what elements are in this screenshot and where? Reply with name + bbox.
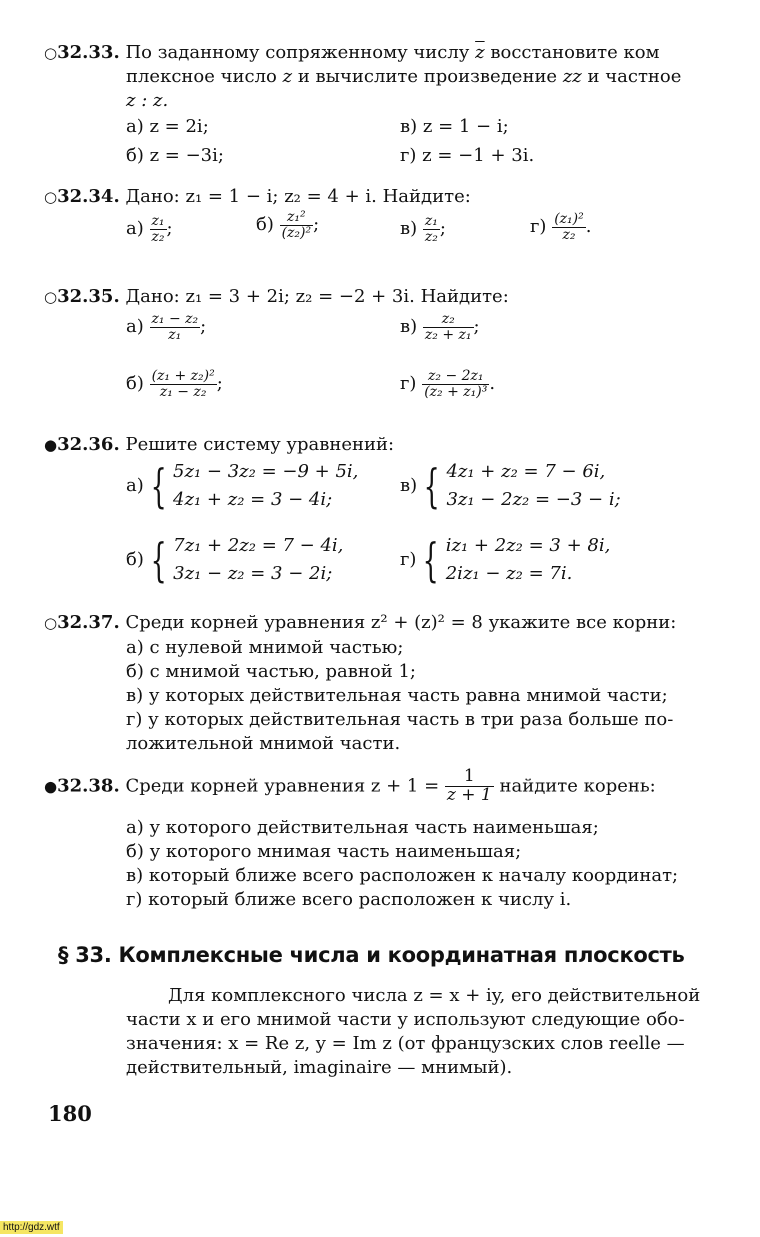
- label: в): [400, 474, 418, 496]
- denominator: z₁: [168, 326, 182, 343]
- fraction: [150, 369, 217, 399]
- item-g: г) $\frac{\text{z₂ − 2z₁}}{\text{(z₂ + z₁)³}}$ .: [400, 368, 496, 400]
- item-v: в) z = 1 − i;: [400, 116, 509, 137]
- numerator: z₂: [423, 312, 474, 328]
- denominator: z₂: [151, 228, 165, 245]
- text: плексное число: [126, 66, 277, 87]
- page-number: 180: [48, 1101, 92, 1126]
- problem-text: восстановите ком: [490, 42, 660, 63]
- denominator: z₂ + z₁: [424, 326, 472, 343]
- problem-32-36-header: [44, 434, 394, 455]
- denominator: (z₂ + z₁)³: [424, 383, 488, 400]
- item-a: а) $\frac{\text{z₁ − z₂}}{\text{z₁}}$ ;: [126, 311, 207, 343]
- label: а): [126, 474, 144, 496]
- item-b: б) z = −3i;: [126, 145, 224, 166]
- problem-32-34-header: [44, 186, 471, 207]
- denominator: (z₂)²: [281, 224, 312, 241]
- item-v: в) который ближе всего расположен к началу координат;: [126, 865, 679, 886]
- label: б): [126, 548, 144, 570]
- equations: [173, 458, 358, 514]
- system-b: [126, 532, 343, 588]
- label: г): [530, 216, 547, 238]
- system-g: [400, 532, 610, 588]
- problem-number: 32.35.: [57, 286, 120, 307]
- problem-32-33-header: [44, 42, 660, 63]
- item-v: в) $\frac{\text{z₂}}{\text{z₂ + z₁}}$ ;: [400, 311, 480, 343]
- equation: 4z₁ + z₂ = 3 − 4i;: [173, 488, 333, 510]
- denominator: z₂: [424, 228, 438, 245]
- denominator: z₂: [562, 226, 576, 243]
- item-g-continued: ложительной мнимой части.: [126, 733, 401, 754]
- numerator: z₁: [151, 213, 165, 229]
- numerator: 1: [445, 768, 494, 787]
- fraction: [423, 214, 440, 244]
- problem-32-37-header: [44, 612, 676, 633]
- item-v: в) у которых действительная часть равна мнимой части;: [126, 685, 668, 706]
- z: z: [282, 66, 293, 87]
- difficulty-marker: ●: [44, 777, 58, 796]
- equation: 4z₁ + z₂ = 7 − 6i,: [446, 461, 606, 482]
- fraction: [423, 312, 474, 342]
- equation: 3z₁ − 2z₂ = −3 − i;: [446, 488, 621, 510]
- paragraph-line: значения: x = Re z, y = Im z (от французских слов reelle —: [126, 1033, 685, 1054]
- paragraph-line: действительный, imaginaire — мнимый).: [126, 1057, 513, 1078]
- problem-number: 32.34.: [57, 186, 120, 207]
- paragraph-line: части x и его мнимой части y используют следующие обо-: [126, 1009, 685, 1030]
- item-a: а) $\frac{\text{z₁}}{\text{z₂}}$ ;: [126, 213, 173, 245]
- system-a: [126, 458, 358, 514]
- numerator: (z₁)²: [554, 211, 584, 227]
- label: в): [400, 218, 418, 240]
- given-text: Дано: z₁ = 1 − i; z₂ = 4 + i. Найдите:: [125, 186, 471, 207]
- item-b: б) с мнимой частью, равной 1;: [126, 661, 416, 682]
- item-a: а) у которого действительная часть наименьшая;: [126, 817, 599, 838]
- task-text: Среди корней уравнения z + 1 =: [125, 775, 440, 797]
- label: б): [256, 214, 274, 236]
- difficulty-marker: ○: [44, 44, 58, 62]
- item-a: а) z = 2i;: [126, 116, 209, 137]
- problem-text-line: [126, 66, 681, 87]
- brace: {: [150, 532, 167, 587]
- fraction: [150, 312, 201, 342]
- label: а): [126, 316, 144, 338]
- section-title: § 33. Комплексные числа и координатная плоскость: [58, 943, 685, 967]
- paragraph-line: Для комплексного числа z = x + iy, его действительной: [168, 985, 701, 1006]
- problem-number: 32.36.: [57, 434, 120, 455]
- numerator: z₂ − 2z₁: [422, 369, 489, 385]
- task-text: найдите корень:: [499, 775, 656, 797]
- item-b: б) $\frac{\text{z₁²}}{\text{(z₂)²}}$ ;: [256, 209, 320, 241]
- text: и частное: [587, 66, 682, 87]
- quotient: z : z.: [126, 90, 169, 111]
- item-g: г) у которых действительная часть в три раза больше по-: [126, 709, 674, 730]
- denominator: z₁ − z₂: [159, 383, 207, 400]
- task-text: Среди корней уравнения z² + (z)² = 8 укажите все корни:: [125, 612, 677, 633]
- equations: [173, 532, 343, 588]
- numerator: z₁²: [280, 210, 314, 226]
- item-b: б) $\frac{\text{(z₁ + z₂)²}}{\text{z₁ − z₂}}$ ;: [126, 368, 223, 400]
- label: г): [400, 373, 417, 395]
- numerator: z₁: [424, 213, 438, 229]
- problem-32-35-header: [44, 286, 509, 307]
- item-b: б) у которого мнимая часть наименьшая;: [126, 841, 522, 862]
- brace: {: [423, 458, 440, 513]
- brace: {: [150, 458, 167, 513]
- equation: 2iz₁ − z₂ = 7i.: [445, 562, 573, 584]
- denominator: z + 1: [446, 784, 492, 805]
- product: zz: [562, 66, 582, 87]
- item-v: в) $\frac{\text{z₁}}{\text{z₂}}$ ;: [400, 213, 446, 245]
- label: б): [126, 373, 144, 395]
- equations: [446, 458, 620, 514]
- label: а): [126, 218, 144, 240]
- equations: [446, 532, 611, 588]
- problem-number: 32.38.: [57, 775, 120, 797]
- equation: 7z₁ + 2z₂ = 7 − 4i,: [173, 535, 344, 556]
- item-a: а) с нулевой мнимой частью;: [126, 637, 404, 658]
- fraction: [422, 369, 489, 399]
- given-text: Дано: z₁ = 3 + 2i; z₂ = −2 + 3i. Найдите:: [125, 286, 509, 307]
- item-g: г) который ближе всего расположен к числу i.: [126, 889, 572, 910]
- problem-number: 32.33.: [57, 42, 120, 63]
- system-v: [400, 458, 621, 514]
- problem-text: По заданному сопряженному числу: [125, 42, 470, 63]
- difficulty-marker: ○: [44, 288, 58, 306]
- problem-number: 32.37.: [57, 612, 120, 633]
- equation: iz₁ + 2z₂ = 3 + 8i,: [445, 535, 611, 556]
- item-g: г) $\frac{\text{(z₁)²}}{\text{z₂}}$ .: [530, 211, 592, 243]
- fraction: [552, 212, 586, 242]
- numerator: z₁ − z₂: [151, 311, 199, 327]
- equation: 3z₁ − z₂ = 3 − 2i;: [173, 562, 333, 584]
- fraction: [445, 768, 494, 805]
- brace: {: [423, 532, 440, 587]
- fraction: [280, 210, 314, 240]
- equation: 5z₁ − 3z₂ = −9 + 5i,: [173, 461, 359, 482]
- difficulty-marker: ○: [44, 614, 58, 632]
- item-g: г) z = −1 + 3i.: [400, 145, 535, 166]
- numerator: (z₁ + z₂)²: [151, 368, 215, 384]
- label: в): [400, 316, 418, 338]
- fraction: [150, 214, 167, 244]
- z-bar: $\overline{z}$: [475, 42, 485, 63]
- watermark-link[interactable]: http://gdz.wtf: [0, 1221, 63, 1234]
- task-text: Решите систему уравнений:: [125, 434, 395, 455]
- difficulty-marker: ○: [44, 188, 58, 206]
- text: и вычислите произведение: [297, 66, 558, 87]
- label: г): [400, 548, 417, 570]
- difficulty-marker: ●: [44, 436, 58, 454]
- problem-32-38-header: [44, 768, 656, 805]
